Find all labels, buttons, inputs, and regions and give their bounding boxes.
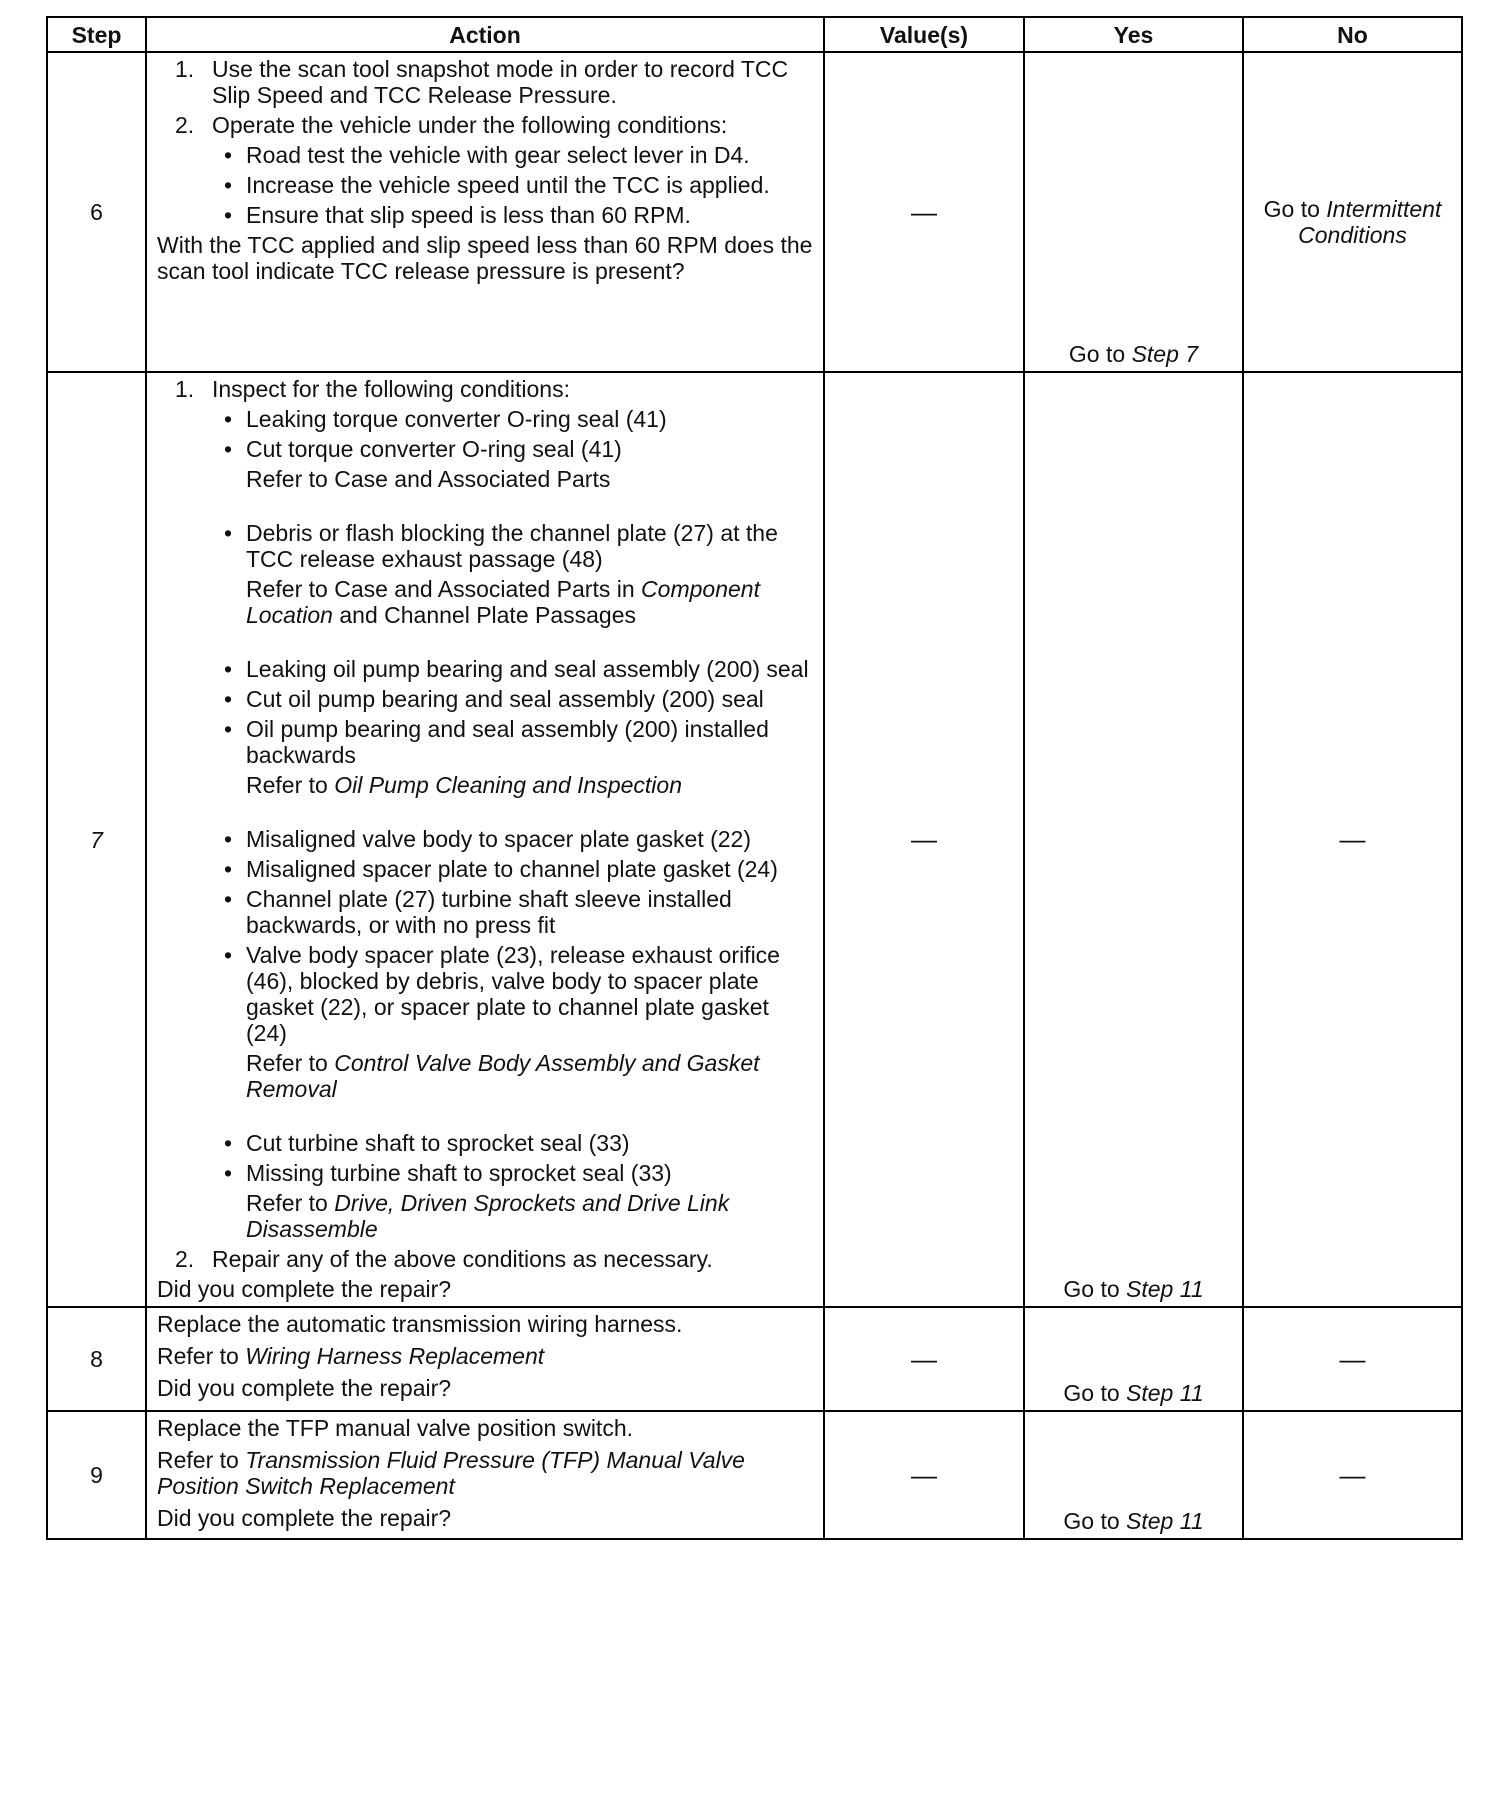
bullet-item: • Cut oil pump bearing and seal assembly (200) seal	[224, 686, 764, 712]
list-item: 2. Operate the vehicle under the following conditions:	[175, 112, 728, 138]
bullet-item: • Ensure that slip speed is less than 60 RPM.	[224, 202, 691, 228]
bullet-item: • Cut torque converter O-ring seal (41)	[224, 436, 622, 462]
reference-link[interactable]: Oil Pump Cleaning and Inspection	[334, 772, 682, 798]
yes-cell: Go to Step 11	[1024, 1411, 1243, 1539]
reference-link[interactable]: Drive, Driven Sprockets and Drive Link Disassemble	[246, 1190, 730, 1242]
list-item: 1. Inspect for the following conditions:	[175, 376, 570, 402]
action-cell	[146, 1411, 824, 1539]
action-cell	[146, 52, 824, 372]
reference-text: Refer to Wiring Harness Replacement	[157, 1343, 545, 1369]
bullet-item: • Valve body spacer plate (23), release exhaust orifice (46), blocked by debris, valve body to spacer plate gasket (22), or spacer plate to channel plate gasket (24)	[224, 942, 780, 1046]
table-row-step-7	[47, 372, 1462, 1307]
question-text: Did you complete the repair?	[157, 1375, 452, 1401]
yes-cell: Go to Step 11	[1024, 1307, 1243, 1411]
table-row-step-9	[47, 1411, 1462, 1539]
action-cell	[146, 1307, 824, 1411]
no-cell: Go to Intermittent Conditions	[1243, 52, 1462, 372]
reference-link[interactable]: Control Valve Body Assembly and Gasket Removal	[246, 1050, 760, 1102]
header-step: Step	[47, 17, 146, 52]
bullet-item: • Increase the vehicle speed until the TCC is applied.	[224, 172, 770, 198]
step-link[interactable]: Step 11	[1126, 1380, 1204, 1406]
bullet-item: • Oil pump bearing and seal assembly (200) installed backwards	[224, 716, 769, 768]
intermittent-link[interactable]: Intermittent Conditions	[1298, 196, 1442, 248]
list-item: 1. Use the scan tool snapshot mode in order to record TCC Slip Speed and TCC Release Pressure.	[175, 56, 789, 108]
value-cell: —	[824, 1307, 1024, 1411]
bullet-item: • Leaking oil pump bearing and seal assembly (200) seal	[224, 656, 809, 682]
bullet-item: • Cut turbine shaft to sprocket seal (33)	[224, 1130, 630, 1156]
bullet-item: • Misaligned spacer plate to channel plate gasket (24)	[224, 856, 778, 882]
bullet-item: • Missing turbine shaft to sprocket seal (33)	[224, 1160, 672, 1186]
reference-link[interactable]: Wiring Harness Replacement	[245, 1343, 545, 1369]
instruction-text: Replace the automatic transmission wiring harness.	[157, 1311, 683, 1337]
reference-text: Refer to Case and Associated Parts	[246, 466, 611, 492]
reference-text: Refer to Control Valve Body Assembly and Gasket Removal	[246, 1050, 760, 1102]
reference-text: Refer to Case and Associated Parts in Component Location and Channel Plate Passages	[246, 576, 760, 628]
diagnostic-table	[46, 16, 1463, 1540]
list-item: 2. Repair any of the above conditions as necessary.	[175, 1246, 713, 1272]
step-link[interactable]: Step 7	[1131, 341, 1199, 367]
action-cell	[146, 372, 824, 1307]
step-number: 8	[47, 1307, 146, 1411]
table-row-step-6	[47, 52, 1462, 372]
question-text: Did you complete the repair?	[157, 1276, 452, 1302]
yes-cell: Go to Step 11	[1024, 372, 1243, 1307]
bullet-item: • Misaligned valve body to spacer plate gasket (22)	[224, 826, 752, 852]
header-no: No	[1243, 17, 1462, 52]
reference-text: Refer to Transmission Fluid Pressure (TFP) Manual Valve Position Switch Replacement	[157, 1447, 745, 1499]
step-number: 9	[47, 1411, 146, 1539]
table-row-step-8	[47, 1307, 1462, 1411]
bullet-item: • Leaking torque converter O-ring seal (41)	[224, 406, 667, 432]
instruction-text: Replace the TFP manual valve position switch.	[157, 1415, 634, 1441]
question-text: Did you complete the repair?	[157, 1505, 452, 1531]
step-link[interactable]: Step 11	[1126, 1508, 1204, 1534]
reference-text: Refer to Drive, Driven Sprockets and Drive Link Disassemble	[246, 1190, 730, 1242]
value-cell: —	[824, 372, 1024, 1307]
no-cell: —	[1243, 1307, 1462, 1411]
bullet-item: • Channel plate (27) turbine shaft sleeve installed backwards, or with no press fit	[224, 886, 732, 938]
step-link[interactable]: Step 11	[1126, 1276, 1204, 1302]
reference-text: Refer to Oil Pump Cleaning and Inspection	[246, 772, 682, 798]
yes-cell: Go to Step 7	[1024, 52, 1243, 372]
bullet-item: • Road test the vehicle with gear select lever in D4.	[224, 142, 750, 168]
reference-link[interactable]: Component Location	[246, 576, 760, 628]
header-action: Action	[146, 17, 824, 52]
value-cell: —	[824, 1411, 1024, 1539]
question-text: With the TCC applied and slip speed less than 60 RPM does the scan tool indicate TCC release pressure is present?	[157, 232, 813, 284]
header-values: Value(s)	[824, 17, 1024, 52]
step-number: 7	[47, 372, 146, 1307]
no-cell: —	[1243, 1411, 1462, 1539]
value-cell: —	[824, 52, 1024, 372]
bullet-item: • Debris or flash blocking the channel plate (27) at the TCC release exhaust passage (48)	[224, 520, 778, 572]
step-number: 6	[47, 52, 146, 372]
header-yes: Yes	[1024, 17, 1243, 52]
reference-link[interactable]: Transmission Fluid Pressure (TFP) Manual Valve Position Switch Replacement	[157, 1447, 745, 1499]
header-row	[47, 17, 1462, 52]
no-cell: —	[1243, 372, 1462, 1307]
